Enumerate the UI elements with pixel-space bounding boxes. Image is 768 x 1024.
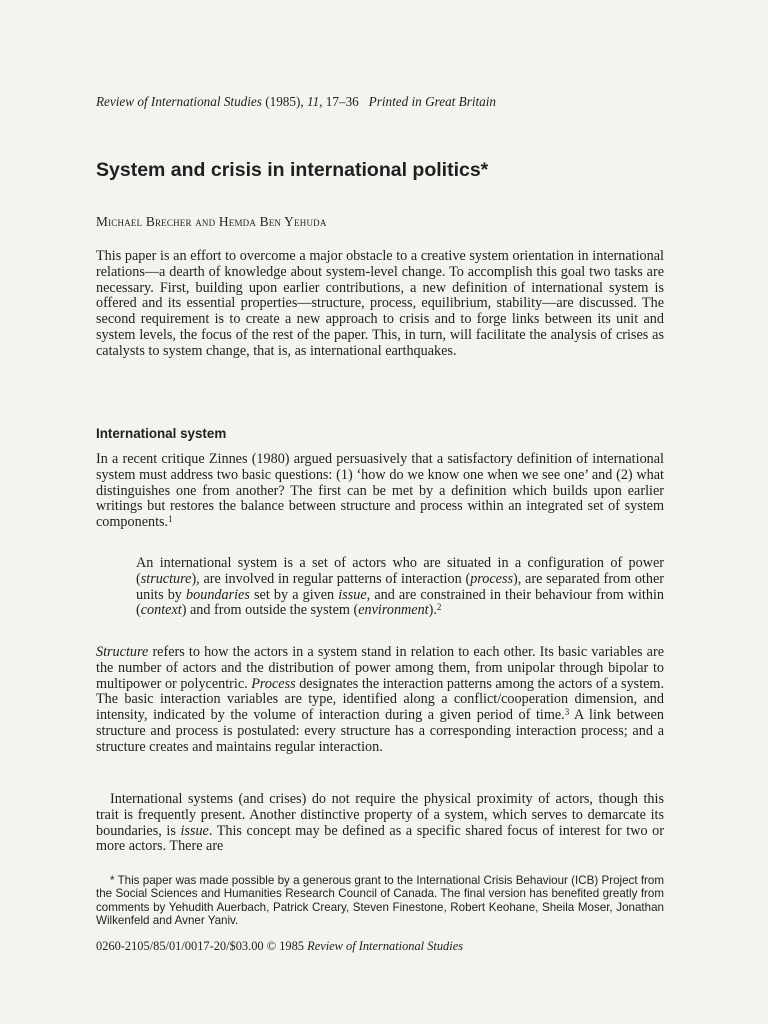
paragraph-text: International systems (and crises) do not require the physical proximity of actors, though this trait is frequently present. Another distinctive property of a system, which serves to demarcate its boundaries, is [96, 791, 664, 839]
term-process: Process [251, 675, 296, 692]
copyright-line [96, 938, 664, 954]
abstract-paragraph: This paper is an effort to overcome a major obstacle to a creative system orientation in international relations—a dearth of knowledge about system-level change. To accomplish this goal two tasks are necessary. First, building upon earlier contributions, a new definition of international system is offered and its essential properties—structure, process, equilibrium, stability—are discussed. The second requirement is to create a new approach to crisis and to forge links between its unit and system levels, the focus of the rest of the paper. This, in turn, will facilitate the analysis of crises as catalysts to system change, that is, as international earthquakes. [96, 248, 664, 359]
definition-blockquote [136, 556, 664, 619]
term-issue: issue [338, 586, 367, 603]
term-structure: Structure [96, 644, 149, 660]
paragraph-text: A link between structure and process is postulated: every structure has a corresponding interaction process; and a structure creates and maintains regular interaction. [96, 707, 664, 755]
footnote-marker: * [110, 874, 115, 887]
footnote-text: This paper was made possible by a generous grant to the International Crisis Behaviour (ICB) Project from the Social Sciences and Humanities Research Council of Canada. The final version has benefited greatly from comments by Yehudith Auerbach, Patrick Creary, Steven Finestone, Robert Keohane, Sheila Moser, Jonathan Wilkenfeld and Avner Yaniv. [96, 874, 665, 928]
quote-text: ), are separated from other units by [136, 570, 664, 603]
journal-volume: 11, [306, 94, 323, 109]
quote-text: An international system is a set of actors who are situated in a configuration of power ( [136, 555, 664, 587]
footnote-ref: 3 [564, 707, 570, 718]
acknowledgement-footnote [96, 874, 664, 928]
quote-text: ). [428, 602, 437, 619]
term-boundaries: boundaries [186, 586, 250, 603]
body-paragraph-1 [96, 452, 664, 531]
journal-year: (1985), [265, 94, 304, 109]
article-title: System and crisis in international politics* [96, 159, 489, 181]
quote-text: set by a given [249, 586, 339, 603]
term-structure: structure [140, 570, 192, 587]
footnote-ref: 2 [436, 602, 442, 613]
term-issue: issue [180, 822, 209, 839]
paragraph-text: refers to how the actors in a system stand in relation to each other. Its basic variables are the number of actors and the distribution of power among them, from unipolar through bipolar to multipower or polycentric. [96, 644, 664, 692]
article-authors: Michael Brecher and Hemda Ben Yehuda [96, 214, 327, 229]
journal-name: Review of International Studies [96, 94, 262, 109]
paragraph-text: . This concept may be defined as a specific shared focus of interest for two or more actors. There are [96, 822, 664, 855]
paragraph-text: designates the interaction patterns among the actors of a system. The basic interaction variables are type, identified along a conflict/cooperation dimension, and intensity, indicated by the volume of interaction during a given period of time. [96, 675, 665, 724]
page-range: 17–36 [325, 94, 359, 109]
paragraph-text: In a recent critique Zinnes (1980) argued persuasively that a satisfactory definition of international system must address two basic questions: (1) ‘how do we know one when we see one’ and (2) what distinguishes one from another? The first can be met by a definition which builds upon earlier writings but restores the balance between structure and process within an integrated set of system components. [96, 451, 664, 531]
term-environment: environment [358, 602, 429, 619]
printed-note: Printed in Great Britain [368, 94, 497, 109]
term-context: context [140, 602, 182, 619]
body-paragraph-3 [96, 792, 664, 855]
copyright-journal: Review of International Studies [307, 939, 464, 953]
quote-text: ), are involved in regular patterns of interaction ( [191, 570, 471, 587]
footnote-ref: 1 [168, 514, 173, 525]
quote-text: , and are constrained in their behaviour from within ( [136, 586, 664, 619]
term-process: process [470, 570, 514, 587]
section-heading: International system [96, 426, 227, 441]
body-paragraph-2 [96, 645, 664, 756]
copyright-code: 0260-2105/85/01/0017-20/$03.00 © 1985 [96, 939, 305, 953]
quote-text: ) and from outside the system ( [181, 602, 359, 619]
running-head [96, 94, 676, 110]
